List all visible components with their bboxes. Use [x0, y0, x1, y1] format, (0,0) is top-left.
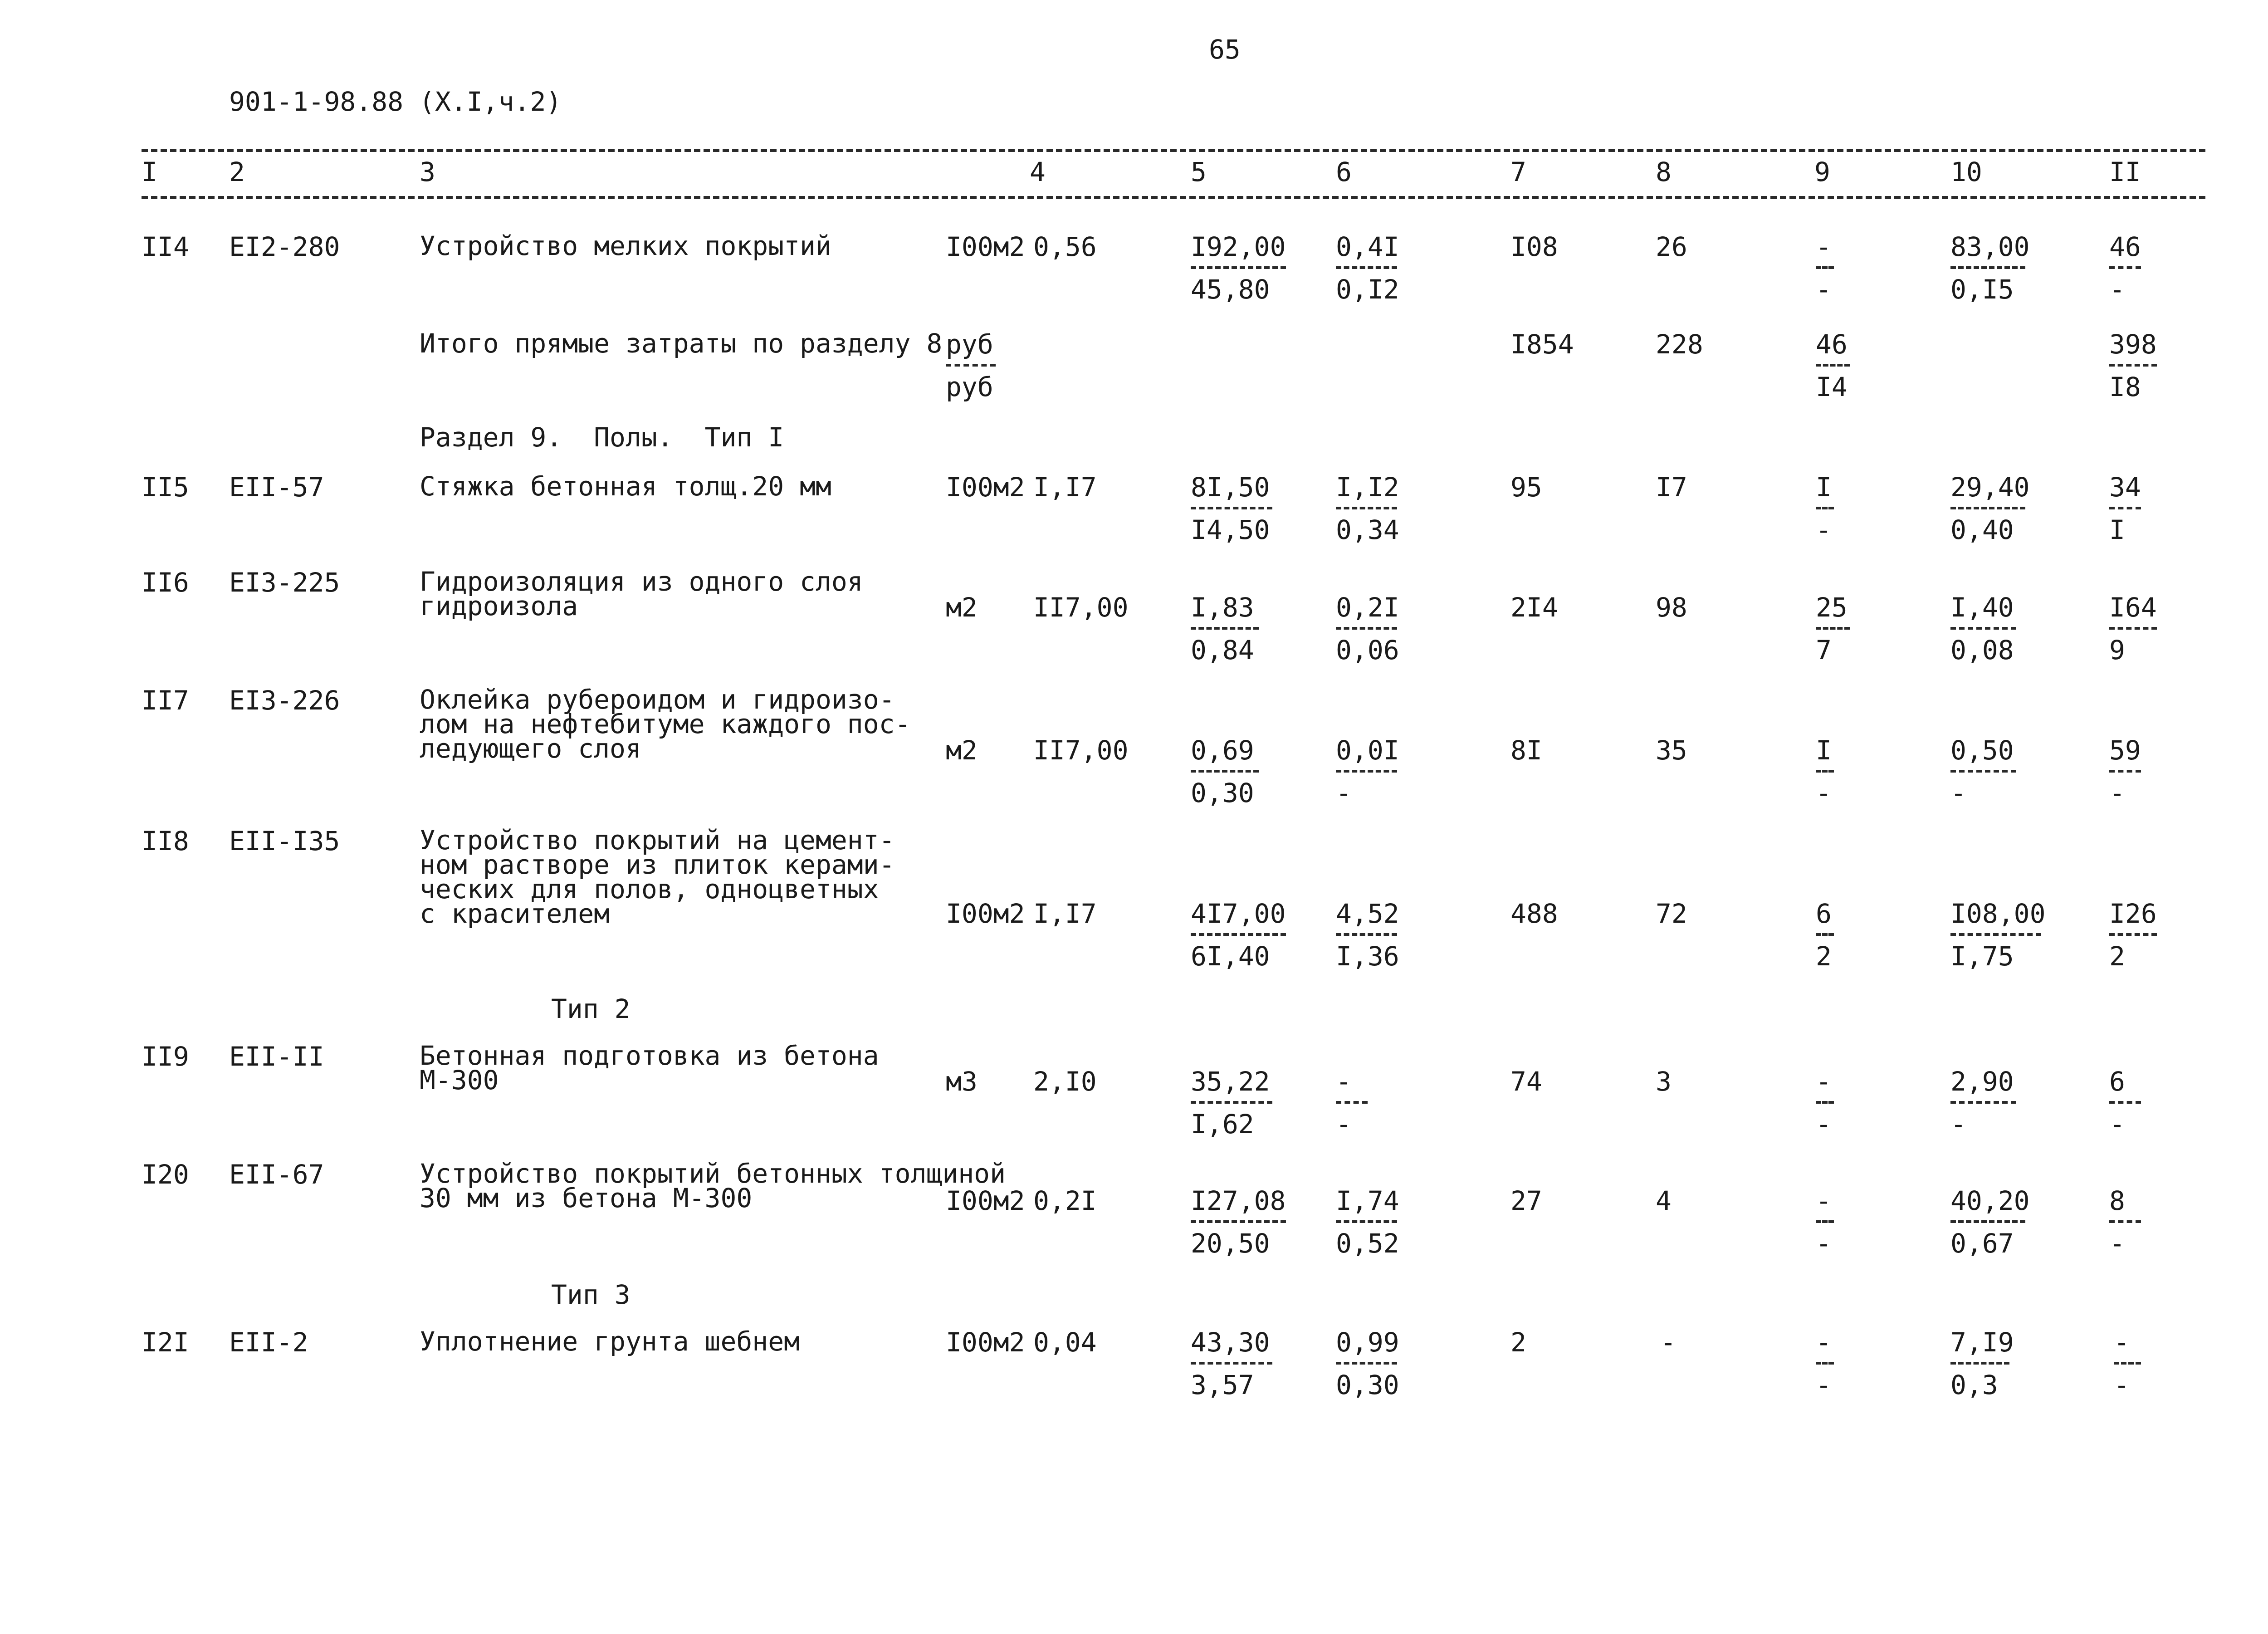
- col10-bottom: 0,40: [1950, 514, 2014, 545]
- unit: м2: [946, 735, 978, 766]
- col11-top: 6: [2109, 1066, 2125, 1097]
- machine-cost: I,74: [1336, 1185, 1399, 1216]
- work-description: Гидроизоляция из одного слоя гидроизола: [420, 566, 863, 621]
- fraction-line: [1336, 266, 1397, 269]
- fraction-line: [1191, 1101, 1272, 1104]
- col11-bottom: -: [2109, 274, 2125, 305]
- unit-cost-total: 43,30: [1191, 1327, 1270, 1358]
- unit-bottom: руб: [946, 372, 993, 402]
- fraction-line: [2109, 933, 2157, 936]
- fraction-line: [1191, 627, 1259, 630]
- machine-cost-fraction: [1336, 1066, 1368, 1140]
- column-header-6: 6: [1336, 157, 1352, 187]
- fraction-line: [1816, 364, 1850, 367]
- col9-fraction: [1816, 1185, 1834, 1259]
- wages-total: 4: [1656, 1185, 1672, 1216]
- col11-fraction: [2109, 737, 2141, 806]
- col9-fraction: [1816, 898, 1834, 972]
- column-header-9: 9: [1814, 157, 1830, 187]
- total-cost: 488: [1510, 898, 1558, 929]
- total-unit-fraction: [946, 331, 996, 400]
- work-description: Устройство покрытий на цемент- ном растворе из плиток керами- ческих для полов, одноцветных с красителем: [420, 825, 895, 929]
- wages-total: I7: [1656, 472, 1687, 503]
- col11-fraction: [2109, 231, 2141, 305]
- col10-top: 83,00: [1950, 231, 2030, 262]
- col11-bottom: I: [2109, 514, 2125, 545]
- row-number: II6: [142, 567, 189, 598]
- wages-total: 228: [1656, 329, 1703, 360]
- work-description: Стяжка бетонная толщ.20 мм: [420, 471, 831, 502]
- col9-bottom: -: [1816, 274, 1832, 305]
- unit: I00м2: [946, 898, 1025, 929]
- fraction-line: [1816, 933, 1834, 936]
- fraction-line: [1191, 1362, 1272, 1365]
- norm-code: EII-2: [229, 1327, 308, 1358]
- unit-cost-total: I,83: [1191, 592, 1254, 623]
- machine-wages: I,36: [1336, 941, 1399, 972]
- fraction-line: [1950, 933, 2041, 936]
- machine-cost-fraction: [1336, 474, 1397, 543]
- col11-top: 8: [2109, 1185, 2125, 1216]
- norm-code: EI3-225: [229, 567, 340, 598]
- col11-bottom: -: [2109, 1109, 2125, 1140]
- norm-code: EII-57: [229, 472, 324, 503]
- fraction-line: [1950, 1362, 2009, 1365]
- unit-cost-fraction: [1191, 474, 1272, 543]
- col11-bottom: -: [2109, 1228, 2125, 1259]
- total-cost: 2I4: [1510, 592, 1558, 623]
- unit: I00м2: [946, 231, 1025, 262]
- unit-top: руб: [946, 329, 993, 360]
- col10-bottom: 0,08: [1950, 635, 2014, 665]
- work-description: Оклейка рубероидом и гидроизо- лом на нефтебитуме каждого пос- ледующего слоя: [420, 684, 911, 764]
- unit: м3: [946, 1066, 978, 1097]
- col10-bottom: -: [1950, 778, 1966, 808]
- column-header-11: II: [2109, 157, 2141, 187]
- wages-total: 72: [1656, 898, 1687, 929]
- fraction-line: [1336, 933, 1397, 936]
- row-number: II5: [142, 472, 189, 503]
- col11-top: 59: [2109, 735, 2141, 766]
- fraction-line: [2109, 770, 2141, 773]
- machine-cost-fraction: [1336, 1185, 1399, 1259]
- col9-bottom: -: [1816, 1109, 1832, 1140]
- fraction-line: [1336, 1362, 1397, 1365]
- fraction-line: [2109, 627, 2157, 630]
- unit-cost-wages: 3,57: [1191, 1370, 1254, 1400]
- col11-fraction: [2109, 1185, 2141, 1259]
- col9-bottom: -: [1816, 1370, 1832, 1400]
- col10-bottom: 0,3: [1950, 1370, 1998, 1400]
- machine-wages: 0,I2: [1336, 274, 1399, 305]
- work-description: Устройство покрытий бетонных толщиной 30 мм из бетона М-300: [420, 1158, 1006, 1213]
- unit-cost-wages: 0,84: [1191, 635, 1254, 665]
- header-top-rule: [142, 149, 2205, 152]
- fraction-line: [1336, 1220, 1397, 1223]
- unit-cost-wages: 6I,40: [1191, 941, 1270, 972]
- fraction-line: [1816, 627, 1850, 630]
- total-cost: I854: [1510, 329, 1574, 360]
- fraction-line: [1950, 1101, 2016, 1104]
- unit: I00м2: [946, 472, 1025, 503]
- machine-cost-fraction: [1336, 594, 1397, 663]
- unit-cost-fraction: [1191, 594, 1259, 663]
- unit-cost-total: I27,08: [1191, 1185, 1286, 1216]
- col10-bottom: I,75: [1950, 941, 2014, 972]
- col10-top: I08,00: [1950, 898, 2046, 929]
- column-header-8: 8: [1656, 157, 1672, 187]
- fraction-line: [2109, 1101, 2141, 1104]
- machine-cost: -: [1336, 1066, 1352, 1097]
- col10-top: I,40: [1950, 592, 2014, 623]
- col11-bottom: I8: [2109, 372, 2141, 402]
- unit-cost-total: 4I7,00: [1191, 898, 1286, 929]
- col11-top: I64: [2109, 592, 2157, 623]
- fraction-line: [1336, 507, 1397, 509]
- machine-wages: 0,52: [1336, 1228, 1399, 1259]
- total-label: Итого прямые затраты по разделу 8: [420, 328, 943, 359]
- norm-code: EII-I35: [229, 826, 340, 856]
- total-cost: 27: [1510, 1185, 1542, 1216]
- wages-total: 98: [1656, 592, 1687, 623]
- col11-bottom: 9: [2109, 635, 2125, 665]
- machine-wages: -: [1336, 1109, 1352, 1140]
- machine-wages: 0,34: [1336, 514, 1399, 545]
- machine-wages: 0,06: [1336, 635, 1399, 665]
- work-description: Уплотнение грунта шебнем: [420, 1326, 800, 1357]
- document-code: 901-1-98.88 (X.I,ч.2): [229, 86, 562, 117]
- col9-bottom: -: [1816, 514, 1832, 545]
- col9-top: 25: [1816, 592, 1848, 623]
- column-header-1: I: [142, 157, 157, 187]
- machine-cost-fraction: [1336, 898, 1399, 972]
- col11-top: 398: [2109, 329, 2157, 360]
- col9-top: 6: [1816, 898, 1832, 929]
- col10-fraction: [1950, 898, 2046, 972]
- row-number: II9: [142, 1041, 189, 1072]
- type-2-heading: Тип 2: [551, 993, 631, 1024]
- unit-cost-wages: I,62: [1191, 1109, 1254, 1140]
- row-number: II7: [142, 685, 189, 716]
- total-cost: 74: [1510, 1066, 1542, 1097]
- fraction-line: [2109, 1220, 2141, 1223]
- fraction-line: [1336, 627, 1397, 630]
- unit-cost-wages: I4,50: [1191, 514, 1270, 545]
- col11-fraction: [2109, 898, 2157, 972]
- machine-cost: 0,99: [1336, 1327, 1399, 1358]
- total-cost: 2: [1510, 1327, 1526, 1358]
- col9-top: -: [1816, 1327, 1832, 1358]
- norm-code: EII-II: [229, 1041, 324, 1072]
- col11-top: 34: [2109, 472, 2141, 503]
- fraction-line: [1191, 507, 1272, 509]
- machine-cost: 0,0I: [1336, 735, 1399, 766]
- fraction-line: [1336, 1101, 1368, 1104]
- fraction-line: [1950, 1220, 2025, 1223]
- col9-top: I: [1816, 472, 1832, 503]
- unit-cost-fraction: [1191, 1185, 1286, 1259]
- row-number: II4: [142, 231, 189, 262]
- unit-cost-total: 35,22: [1191, 1066, 1270, 1097]
- work-description: Бетонная подготовка из бетона М-300: [420, 1040, 879, 1096]
- norm-code: EI3-226: [229, 685, 340, 716]
- unit-cost-fraction: [1191, 898, 1286, 972]
- fraction-line: [1950, 627, 2016, 630]
- col10-top: 0,50: [1950, 735, 2014, 766]
- quantity: II7,00: [1033, 592, 1129, 623]
- type-3-heading: Тип 3: [551, 1279, 631, 1310]
- fraction-line: [1191, 266, 1286, 269]
- col10-fraction: [1950, 594, 2016, 663]
- col10-bottom: 0,I5: [1950, 274, 2014, 305]
- total-cost: 8I: [1510, 735, 1542, 766]
- unit-cost-wages: 20,50: [1191, 1228, 1270, 1259]
- unit-cost-wages: 45,80: [1191, 274, 1270, 305]
- unit-cost-fraction: [1191, 737, 1259, 806]
- column-header-3: 3: [420, 157, 435, 187]
- col11-fraction: [2109, 594, 2157, 663]
- col10-fraction: [1950, 472, 2030, 545]
- machine-cost: 0,4I: [1336, 231, 1399, 262]
- fraction-line: [2109, 507, 2141, 509]
- fraction-line: [2109, 266, 2141, 269]
- norm-code: EI2-280: [229, 231, 340, 262]
- unit-cost-fraction: [1191, 1329, 1272, 1398]
- fraction-line: [1191, 1220, 1286, 1223]
- wages-total: -: [1660, 1327, 1676, 1358]
- fraction-line: [1816, 1101, 1834, 1104]
- wages-total: 26: [1656, 231, 1687, 262]
- col11-bottom: -: [2114, 1370, 2130, 1400]
- header-bottom-rule: [142, 196, 2205, 199]
- unit-cost-total: 8I,50: [1191, 472, 1270, 503]
- col9-fraction: [1816, 594, 1850, 663]
- fraction-line: [1816, 1362, 1834, 1365]
- col10-fraction: [1950, 737, 2016, 806]
- fraction-line: [1816, 1220, 1834, 1223]
- col11-bottom: 2: [2109, 941, 2125, 972]
- col9-top: I: [1816, 735, 1832, 766]
- col9-top: 46: [1816, 329, 1848, 360]
- col9-fraction: [1816, 474, 1834, 543]
- col9-fraction: [1816, 1329, 1834, 1398]
- work-description: Устройство мелких покрытий: [420, 230, 831, 261]
- col11-fraction: [2109, 1066, 2141, 1140]
- row-number: I20: [142, 1159, 189, 1190]
- col9-fraction: [1816, 331, 1850, 400]
- quantity: I,I7: [1033, 472, 1097, 503]
- col9-top: -: [1816, 1185, 1832, 1216]
- machine-cost: 4,52: [1336, 898, 1399, 929]
- page-number: 65: [1209, 34, 1241, 65]
- col9-bottom: I4: [1816, 372, 1848, 402]
- col11-fraction: [2109, 331, 2157, 400]
- machine-wages: 0,30: [1336, 1370, 1399, 1400]
- fraction-line: [1336, 770, 1397, 773]
- col10-bottom: 0,67: [1950, 1228, 2014, 1259]
- fraction-line: [1816, 507, 1834, 509]
- quantity: 0,2I: [1033, 1185, 1097, 1216]
- machine-cost: I,I2: [1336, 472, 1399, 503]
- col9-bottom: -: [1816, 778, 1832, 808]
- fraction-line: [946, 364, 996, 367]
- machine-cost-fraction: [1336, 231, 1399, 305]
- col11-top: 46: [2109, 231, 2141, 262]
- col9-bottom: 7: [1816, 635, 1832, 665]
- col10-fraction: [1950, 1327, 2014, 1400]
- unit: I00м2: [946, 1327, 1025, 1358]
- column-header-2: 2: [229, 157, 245, 187]
- col10-bottom: -: [1950, 1109, 1966, 1140]
- col10-top: 29,40: [1950, 472, 2030, 503]
- fraction-line: [2114, 1362, 2141, 1365]
- machine-cost-fraction: [1336, 737, 1397, 806]
- unit-cost-fraction: [1191, 231, 1286, 305]
- col11-top: I26: [2109, 898, 2157, 929]
- col10-fraction: [1950, 1185, 2030, 1259]
- quantity: 0,56: [1033, 231, 1097, 262]
- quantity: II7,00: [1033, 735, 1129, 766]
- col11-bottom: -: [2109, 778, 2125, 808]
- section-9-heading: Раздел 9. Полы. Тип I: [420, 422, 784, 453]
- unit: м2: [946, 592, 978, 623]
- fraction-line: [1816, 266, 1834, 269]
- col9-bottom: -: [1816, 1228, 1832, 1259]
- unit-cost-total: 0,69: [1191, 735, 1254, 766]
- fraction-line: [2109, 364, 2157, 367]
- col10-fraction: [1950, 231, 2030, 305]
- row-number: I2I: [142, 1327, 189, 1358]
- quantity: I,I7: [1033, 898, 1097, 929]
- wages-total: 35: [1656, 735, 1687, 766]
- column-header-5: 5: [1191, 157, 1207, 187]
- unit-cost-total: I92,00: [1191, 231, 1286, 262]
- fraction-line: [1950, 507, 2025, 509]
- fraction-line: [1816, 770, 1834, 773]
- unit-cost-wages: 0,30: [1191, 778, 1254, 808]
- column-header-7: 7: [1510, 157, 1526, 187]
- col9-fraction: [1816, 737, 1834, 806]
- norm-code: EII-67: [229, 1159, 324, 1190]
- machine-cost: 0,2I: [1336, 592, 1399, 623]
- total-cost: 95: [1510, 472, 1542, 503]
- col10-top: 2,90: [1950, 1066, 2014, 1097]
- column-header-10: 10: [1950, 157, 1982, 187]
- fraction-line: [1950, 266, 2025, 269]
- wages-total: 3: [1656, 1066, 1672, 1097]
- col9-fraction: [1816, 231, 1834, 305]
- fraction-line: [1191, 770, 1259, 773]
- machine-cost-fraction: [1336, 1329, 1397, 1398]
- col11-fraction: [2114, 1329, 2141, 1398]
- col9-top: -: [1816, 231, 1832, 262]
- column-header-4: 4: [1030, 157, 1046, 187]
- fraction-line: [1950, 770, 2016, 773]
- col10-fraction: [1950, 1066, 2016, 1140]
- fraction-line: [1191, 933, 1286, 936]
- col11-top: -: [2114, 1327, 2130, 1358]
- quantity: 0,04: [1033, 1327, 1097, 1358]
- col10-top: 40,20: [1950, 1185, 2030, 1216]
- unit-cost-fraction: [1191, 1066, 1272, 1140]
- col10-top: 7,I9: [1950, 1327, 2014, 1358]
- row-number: II8: [142, 826, 189, 856]
- col9-bottom: 2: [1816, 941, 1832, 972]
- col9-fraction: [1816, 1066, 1834, 1140]
- unit: I00м2: [946, 1185, 1025, 1216]
- quantity: 2,I0: [1033, 1066, 1097, 1097]
- col11-fraction: [2109, 474, 2141, 543]
- total-cost: I08: [1510, 231, 1558, 262]
- machine-wages: -: [1336, 778, 1352, 808]
- col9-top: -: [1816, 1066, 1832, 1097]
